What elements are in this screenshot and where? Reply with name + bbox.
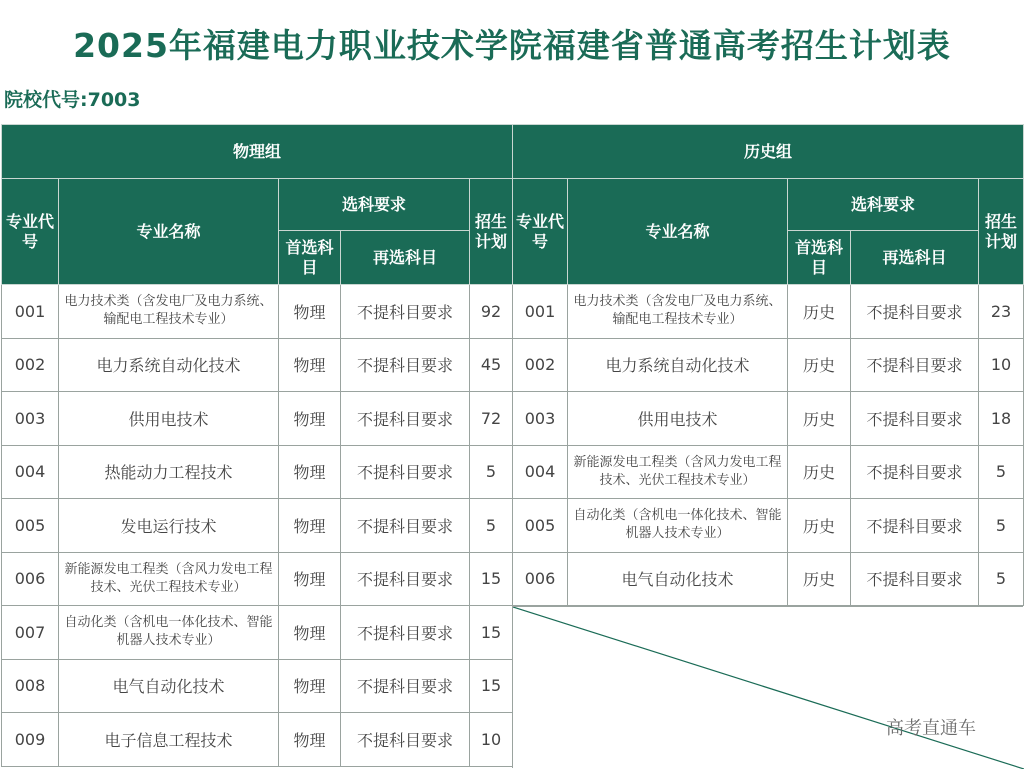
enrollment-plan-cell: 5	[979, 499, 1024, 553]
header-major-name: 专业名称	[59, 179, 279, 285]
enrollment-plan-cell: 5	[470, 499, 513, 553]
enrollment-plan-cell: 92	[470, 285, 513, 339]
second-subject-cell: 不提科目要求	[341, 499, 470, 553]
enrollment-plan-cell: 23	[979, 285, 1024, 339]
enrollment-plan-cell: 5	[979, 445, 1024, 499]
first-subject-cell: 物理	[279, 499, 341, 553]
major-name-cell: 电力系统自动化技术	[59, 338, 279, 392]
table-row	[513, 552, 1024, 606]
table-row	[2, 392, 513, 446]
history-table-body	[513, 285, 1024, 606]
table-row	[2, 445, 513, 499]
second-subject-cell: 不提科目要求	[341, 713, 470, 767]
major-name-cell: 电气自动化技术	[568, 552, 788, 606]
second-subject-cell: 不提科目要求	[341, 338, 470, 392]
major-code-cell: 004	[2, 445, 59, 499]
major-name-cell: 发电运行技术	[59, 499, 279, 553]
major-code-cell: 005	[513, 499, 568, 553]
major-code-cell: 003	[513, 392, 568, 446]
diagonal-line	[513, 607, 1024, 769]
empty-cell-area	[512, 606, 1023, 768]
first-subject-cell: 物理	[279, 552, 341, 606]
table-row	[513, 285, 1024, 339]
second-subject-cell: 不提科目要求	[851, 552, 979, 606]
second-subject-cell: 不提科目要求	[851, 392, 979, 446]
major-code-cell: 001	[2, 285, 59, 339]
physics-table-body	[2, 285, 513, 767]
major-code-cell: 009	[2, 713, 59, 767]
first-subject-cell: 物理	[279, 285, 341, 339]
first-subject-cell: 物理	[279, 392, 341, 446]
second-subject-cell: 不提科目要求	[341, 445, 470, 499]
major-code-cell: 008	[2, 659, 59, 713]
second-subject-cell: 不提科目要求	[341, 606, 470, 660]
first-subject-cell: 物理	[279, 659, 341, 713]
enrollment-plan-cell: 15	[470, 606, 513, 660]
header-second-subject: 再选科目	[851, 231, 979, 285]
page-title: 2025年福建电力职业技术学院福建省普通高考招生计划表	[73, 26, 951, 65]
major-name-cell: 电力系统自动化技术	[568, 338, 788, 392]
table-row	[2, 659, 513, 713]
major-code-cell: 005	[2, 499, 59, 553]
history-group-header: 历史组	[513, 125, 1024, 179]
major-name-cell: 电气自动化技术	[59, 659, 279, 713]
enrollment-plan-cell: 5	[979, 552, 1024, 606]
header-enrollment-plan: 招生计划	[979, 179, 1024, 285]
enrollment-plan-cell: 72	[470, 392, 513, 446]
major-code-cell: 006	[2, 552, 59, 606]
major-code-cell: 006	[513, 552, 568, 606]
physics-table	[1, 124, 513, 767]
history-table	[512, 124, 1024, 606]
first-subject-cell: 历史	[788, 285, 851, 339]
major-code-cell: 002	[513, 338, 568, 392]
major-name-cell: 电子信息工程技术	[59, 713, 279, 767]
table-row	[513, 392, 1024, 446]
header-second-subject: 再选科目	[341, 231, 470, 285]
major-code-cell: 003	[2, 392, 59, 446]
major-name-cell: 供用电技术	[59, 392, 279, 446]
second-subject-cell: 不提科目要求	[341, 392, 470, 446]
first-subject-cell: 历史	[788, 445, 851, 499]
major-name-cell: 自动化类（含机电一体化技术、智能机器人技术专业）	[59, 606, 279, 660]
watermark: 高考直通车	[886, 718, 976, 739]
header-major-code: 专业代号	[513, 179, 568, 285]
enrollment-plan-cell: 10	[470, 713, 513, 767]
first-subject-cell: 历史	[788, 392, 851, 446]
header-first-subject: 首选科目	[279, 231, 341, 285]
enrollment-plan-cell: 18	[979, 392, 1024, 446]
major-code-cell: 001	[513, 285, 568, 339]
table-row	[513, 499, 1024, 553]
table-row	[2, 606, 513, 660]
table-row	[2, 713, 513, 767]
major-code-cell: 004	[513, 445, 568, 499]
second-subject-cell: 不提科目要求	[851, 445, 979, 499]
table-row	[2, 499, 513, 553]
major-name-cell: 自动化类（含机电一体化技术、智能机器人技术专业）	[568, 499, 788, 553]
major-name-cell: 电力技术类（含发电厂及电力系统、输配电工程技术专业）	[59, 285, 279, 339]
school-code: 院校代号:7003	[4, 89, 141, 111]
second-subject-cell: 不提科目要求	[851, 499, 979, 553]
header-major-name: 专业名称	[568, 179, 788, 285]
table-row	[2, 338, 513, 392]
second-subject-cell: 不提科目要求	[341, 285, 470, 339]
major-name-cell: 热能动力工程技术	[59, 445, 279, 499]
second-subject-cell: 不提科目要求	[851, 338, 979, 392]
first-subject-cell: 物理	[279, 606, 341, 660]
header-subject-requirement: 选科要求	[279, 179, 470, 231]
header-major-code: 专业代号	[2, 179, 59, 285]
header-first-subject: 首选科目	[788, 231, 851, 285]
second-subject-cell: 不提科目要求	[851, 285, 979, 339]
first-subject-cell: 物理	[279, 445, 341, 499]
second-subject-cell: 不提科目要求	[341, 552, 470, 606]
table-row	[513, 445, 1024, 499]
first-subject-cell: 物理	[279, 713, 341, 767]
enrollment-plan-cell: 15	[470, 659, 513, 713]
second-subject-cell: 不提科目要求	[341, 659, 470, 713]
first-subject-cell: 历史	[788, 552, 851, 606]
header-subject-requirement: 选科要求	[788, 179, 979, 231]
enrollment-plan-cell: 5	[470, 445, 513, 499]
first-subject-cell: 物理	[279, 338, 341, 392]
major-name-cell: 新能源发电工程类（含风力发电工程技术、光伏工程技术专业）	[568, 445, 788, 499]
major-name-cell: 新能源发电工程类（含风力发电工程技术、光伏工程技术专业）	[59, 552, 279, 606]
enrollment-plan-cell: 15	[470, 552, 513, 606]
table-row	[2, 552, 513, 606]
header-enrollment-plan: 招生计划	[470, 179, 513, 285]
major-name-cell: 电力技术类（含发电厂及电力系统、输配电工程技术专业）	[568, 285, 788, 339]
enrollment-plan-cell: 45	[470, 338, 513, 392]
physics-group-header: 物理组	[2, 125, 513, 179]
enrollment-plan-cell: 10	[979, 338, 1024, 392]
first-subject-cell: 历史	[788, 338, 851, 392]
table-row	[513, 338, 1024, 392]
major-code-cell: 007	[2, 606, 59, 660]
major-code-cell: 002	[2, 338, 59, 392]
table-row	[2, 285, 513, 339]
major-name-cell: 供用电技术	[568, 392, 788, 446]
first-subject-cell: 历史	[788, 499, 851, 553]
